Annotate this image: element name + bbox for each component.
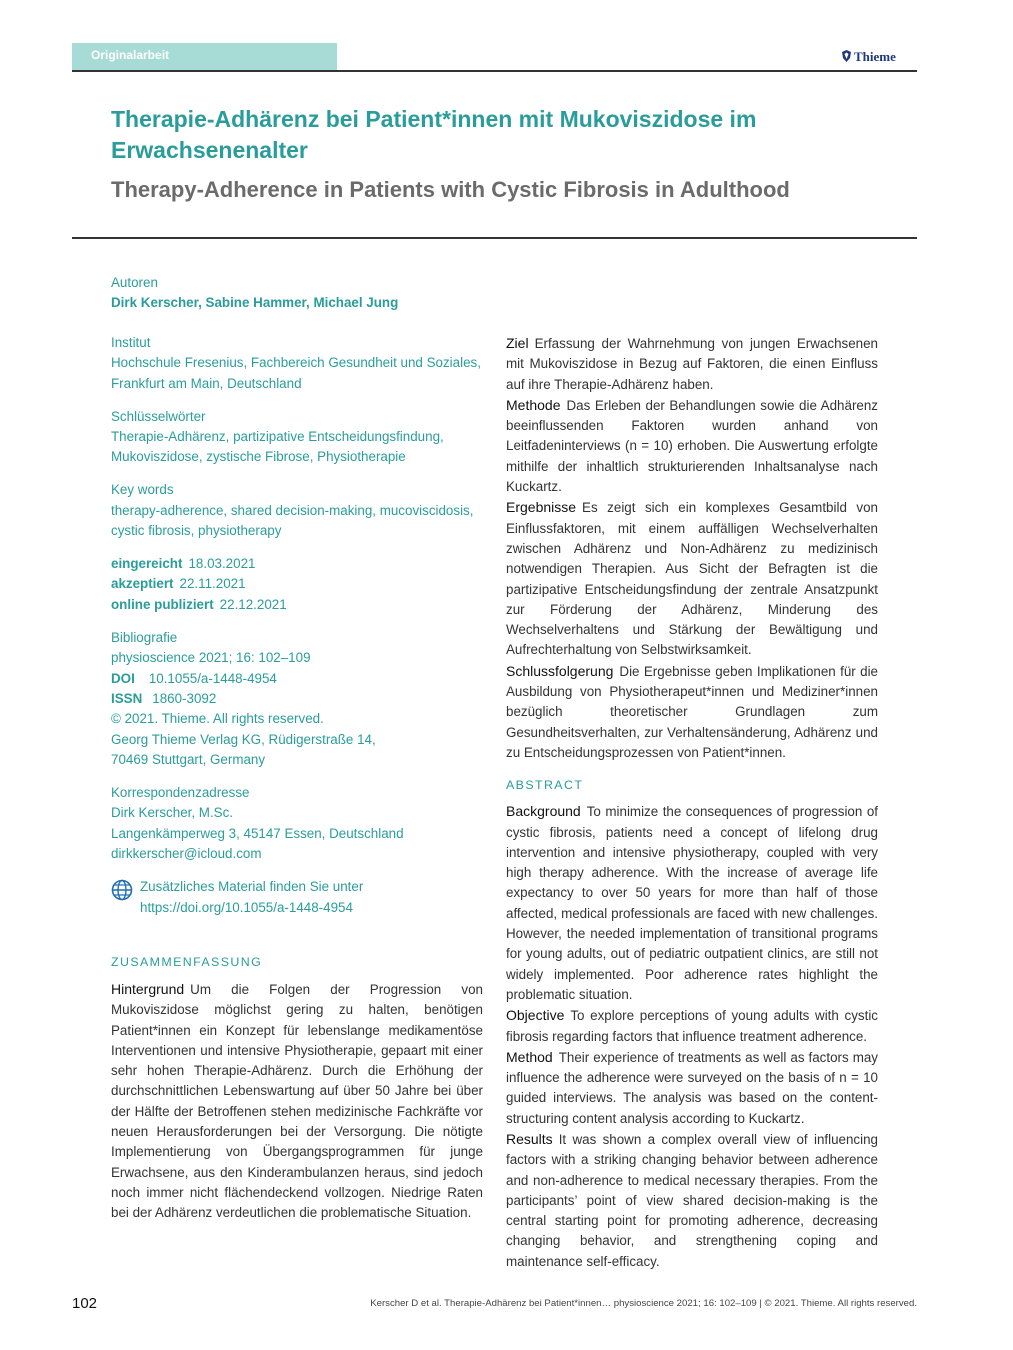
ziel-paragraph [506,333,878,395]
right-column [506,333,878,1272]
results-text: It was shown a complex overall view of influencing factors with a striking changing behavior between adherence and non-adherence to medical necessary therapies. From the participants’ point of view shared decision-making is the central starting point for promoting adherence, decreasing changing behavior, and strengthening coping and maintenance self-efficacy. [506,1131,878,1269]
correspondence-address: Langenkämperweg 3, 45147 Essen, Deutschland [111,825,404,841]
objective-text: To explore perceptions of young adults with cystic fibrosis regarding factors that influence treatment adherence. [506,1008,878,1044]
results-label: Results [506,1130,553,1147]
keywords-de-line: Mukoviszidose, zystische Fibrose, Physiotherapie [111,449,406,465]
page-number: 102 [72,1295,98,1312]
ziel-text: Erfassung der Wahrnehmung von jungen Erwachsenen mit Mukoviszidose in Bezug auf Faktoren, die einen Einfluss auf ihre Therapie-Adhärenz haben. [506,336,878,392]
institute-line: Hochschule Fresenius, Fachbereich Gesundheit und Soziales, [111,355,481,371]
publisher-address-line: 70469 Stuttgart, Germany [111,752,266,768]
methode-text: Das Erleben der Behandlungen sowie die Adhärenz beeinflussenden Faktoren wurden anhand von Leitfadeninterviews (n = 10) erhoben. Die Auswertung erfolgte mithilfe der inhaltlich strukturierenden Inhaltsanalyse nach Kuckartz. [506,397,878,495]
dates-block [111,554,491,615]
correspondence-name: Dirk Kerscher, M.Sc. [111,805,234,821]
publisher-address-line: Georg Thieme Verlag KG, Rüdigerstraße 14, [111,731,376,747]
objective-label: Objective [506,1007,565,1024]
abstract-heading: ABSTRACT [506,778,584,793]
correspondence-email[interactable]: dirkkerscher@icloud.com [111,846,262,862]
ergebnisse-text: Es zeigt sich ein komplexes Gesamtbild von Einflussfaktoren, mit einem auffälligen Wechselverhalten zwischen Adhärenz und Non-Adhärenz zu medizinisch notwendigen Therapien. Aus Sicht der Befragten ist die partizipative Entscheidungsfindung der zentrale Ansatzpunkt zur Förderung der Adhärenz, Minderung des Wechselverhaltens und Stärkung der Bewältigung und Aufrechterhaltung von Selbstwirksamkeit. [506,500,878,658]
submitted-value: 18.03.2021 [188,555,256,571]
globe-icon [111,879,133,901]
keywords-de-label: Schlüsselwörter [111,408,206,424]
ergebnisse-paragraph [506,497,878,660]
hintergrund-text: Um die Folgen der Progression von Mukoviszidose möglichst gering zu halten, benötigen Patient*innen ein Konzept für lebenslange medikamentöse Interventionen und intensive Physiotherapie, gepaart mit einer sehr hohen Therapie-Adhärenz. Durch die Erhöhung der durchschnittlichen Lebenswartung auf über 50 Jahre bei über der Hälfte der Betroffenen stehen medizinische Fachkräfte vor neuen Herausforderungen bei der Versorgung. Die nötigte Implementierung von Übergangsprogrammen für junge Erwachsene, aus den Kinderambulanzen heraus, sind jedoch noch immer nicht flächendeckend vollzogen. Niedrige Raten bei der Adhärenz verdeutlichen die problematische Situation. [111,982,483,1221]
background-paragraph [506,801,878,1005]
doi-line [111,669,491,689]
journal-citation: physioscience 2021; 16: 102–109 [111,650,311,666]
supplementary-material [111,877,491,918]
authors-list: Dirk Kerscher, Sabine Hammer, Michael Jung [111,295,399,311]
authors-label: Autoren [111,275,158,290]
issn-line [111,689,491,709]
title-divider [72,237,917,239]
supplementary-text: Zusätzliches Material finden Sie unter [140,879,364,895]
submitted-label: eingereicht [111,555,183,571]
methode-label: Methode [506,396,561,413]
ziel-label: Ziel [506,335,529,351]
article-metadata [111,273,491,930]
hintergrund-paragraph [111,979,483,1224]
keywords-en-block [111,480,491,541]
doi-value[interactable]: 10.1055/a-1448-4954 [148,670,277,686]
results-paragraph [506,1129,878,1272]
hintergrund-label: Hintergrund [111,981,185,997]
keywords-en-line: therapy-adherence, shared decision-making, mucoviscidosis, [111,502,474,518]
background-label: Background [506,803,581,820]
method-label: Method [506,1048,553,1065]
section-tag: Originalarbeit [72,43,337,71]
institute-label: Institut [111,334,151,350]
institute-block [111,333,491,394]
zusammenfassung-heading: ZUSAMMENFASSUNG [111,955,263,969]
article-title-german: Therapie-Adhärenz bei Patient*innen mit Mukoviszidose im Erwachsenenalter [111,106,757,163]
keywords-en-line: cystic fibrosis, physiotherapy [111,523,282,539]
issn-value: 1860-3092 [152,690,217,706]
keywords-de-block [111,407,491,468]
accepted-date [111,574,491,594]
published-date [111,595,491,615]
issn-label: ISSN [111,690,143,706]
publisher-name: Thieme [854,49,896,64]
correspondence-block [111,783,491,865]
footer-citation: Kerscher D et al. Therapie-Adhärenz bei Patient*innen… physioscience 2021; 16: 102–109 | © 2021. Thieme. All rights reserved. [370,1298,917,1309]
bibliography-label: Bibliografie [111,629,178,645]
copyright-line: © 2021. Thieme. All rights reserved. [111,711,324,727]
publisher-logo [842,49,896,65]
background-text: To minimize the consequences of progression of cystic fibrosis, patients need a concept of lifelong drug intervention and intensive physiotherapy, coupled with very high therapy adherence. With the increase of average life expectancy to over 50 years for more than half of those affected, medical professionals are faced with new challenges. However, the needed implementation of transitional programs for young adults, out of pediatric outpatient clinics, are still not widely implemented. Poor adherence rates highlight the problematic situation. [506,804,878,1002]
schluss-label: Schlussfolgerung [506,662,614,679]
correspondence-label: Korrespondenzadresse [111,785,250,801]
thieme-crest-icon [842,50,851,62]
methode-paragraph [506,395,878,497]
bibliography-block [111,628,491,771]
top-divider [72,70,917,72]
schluss-text: Die Ergebnisse geben Implikationen für die Ausbildung von Physiotherapeut*innen und Mediziner*innen bezüglich theoretischer Grundlagen zum Gesundheitsverhalten, zur Verhaltensänderung, Adhärenz und zu Entscheidungsprozessen von Patient*innen. [506,663,878,760]
keywords-en-label: Key words [111,482,174,498]
schluss-paragraph [506,661,878,763]
article-title-english: Therapy-Adherence in Patients with Cystic Fibrosis in Adulthood [111,177,790,202]
authors-block [111,273,491,314]
keywords-de-line: Therapie-Adhärenz, partizipative Entscheidungsfindung, [111,428,444,444]
institute-line: Frankfurt am Main, Deutschland [111,375,302,391]
published-value: 22.12.2021 [219,596,287,612]
submitted-date [111,554,491,574]
published-label: online publiziert [111,596,214,612]
doi-label: DOI [111,670,135,686]
method-text: Their experience of treatments as well as factors may influence the adherence were surveyed on the basis of n = 10 guided interviews. The analysis was based on the content-structuring content analysis according to Kuckartz. [506,1049,878,1126]
accepted-label: akzeptiert [111,576,174,592]
accepted-value: 22.11.2021 [179,576,246,592]
zusammenfassung-section [111,955,483,1224]
ergebnisse-label: Ergebnisse [506,499,577,516]
method-paragraph [506,1047,878,1129]
objective-paragraph [506,1005,878,1047]
supplementary-link[interactable]: https://doi.org/10.1055/a-1448-4954 [140,899,353,915]
